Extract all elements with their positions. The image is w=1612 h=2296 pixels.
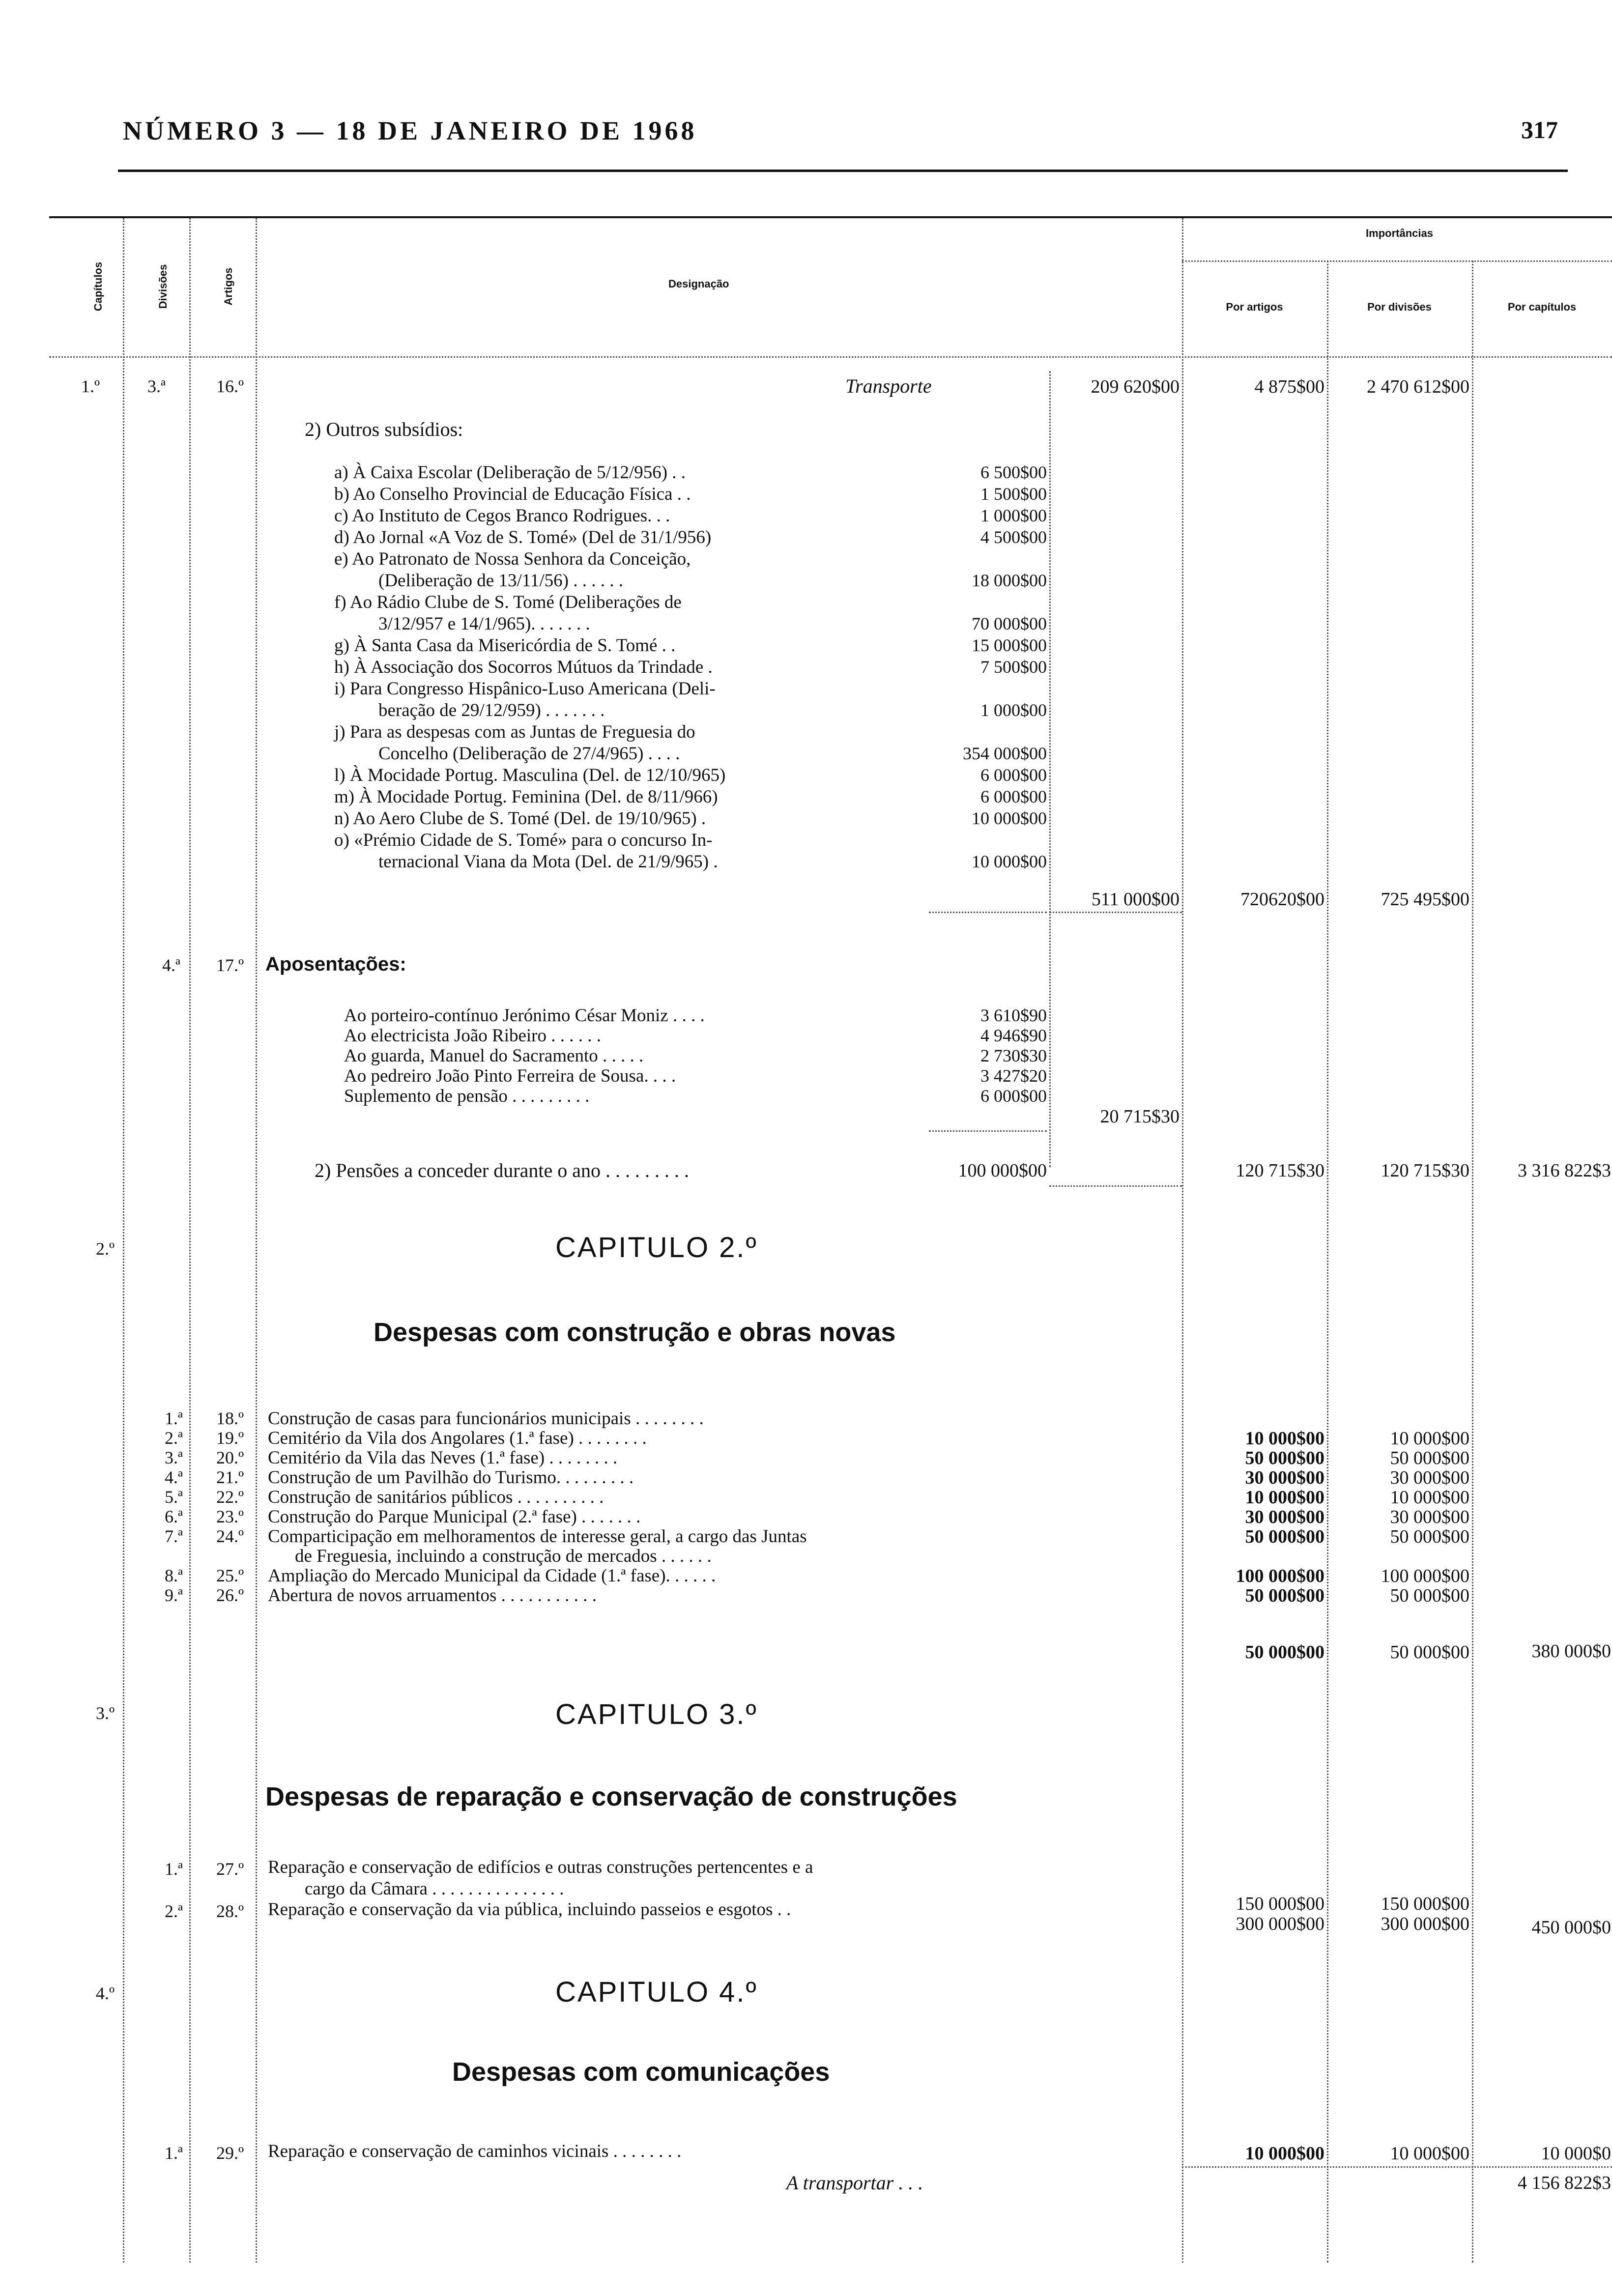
cap2-row-art: 19.º: [216, 1428, 244, 1448]
outros-total-rule: [1049, 912, 1182, 913]
pensoes-c0: 100 000$00: [958, 1160, 1047, 1181]
subsidy-line: ternacional Viana da Mota (Del. de 21/9/965) .: [378, 852, 718, 872]
cap2-row-label: Construção de um Pavilhão do Turismo. . . . . . . . .: [268, 1467, 634, 1488]
pension-label: Suplemento de pensão . . . . . . . . .: [344, 1086, 590, 1106]
cap3-r1-c2: 150 000$00: [1381, 1894, 1469, 1914]
cap3-r2-label: Reparação e conservação da via pública, incluindo passeios e esgotos . .: [268, 1899, 791, 1920]
transport-div: 3.ª: [147, 376, 166, 396]
cap3-number: 3.º: [96, 1703, 115, 1723]
transport-c2: 4 875$00: [1254, 376, 1324, 397]
cap2-row-c2: 30 000$00: [1390, 1507, 1469, 1527]
cap2-row-c1: 10 000$00: [1245, 1428, 1324, 1449]
cap3-r1-c1: 150 000$00: [1236, 1894, 1324, 1914]
subsidy-line: n) Ao Aero Clube de S. Tomé (Del. de 19/10/965) .: [334, 808, 706, 829]
cap2-row-c2: 30 000$00: [1390, 1467, 1469, 1488]
apos-title: Aposentações:: [265, 953, 406, 975]
subsidy-amount: 6 500$00: [980, 462, 1047, 482]
pension-amount: 3 610$90: [980, 1005, 1047, 1025]
cap2-last-c2: 50 000$00: [1390, 1642, 1469, 1663]
cap3-r2-c1: 300 000$00: [1236, 1914, 1324, 1934]
cap2-row-art: 25.º: [216, 1566, 244, 1585]
transport-cap: 1.º: [81, 376, 100, 396]
subsidy-line: f) Ao Rádio Clube de S. Tomé (Deliberações de: [334, 592, 682, 612]
header-sub-rule: [1182, 260, 1612, 262]
pension-label: Ao pedreiro João Pinto Ferreira de Sousa. . . .: [344, 1066, 676, 1086]
subsidy-line: 3/12/957 e 14/1/965). . . . . . .: [378, 614, 590, 634]
page-header-title: NÚMERO 3 — 18 DE JANEIRO DE 1968: [123, 116, 697, 145]
cap2-row-label: Construção de sanitários públicos . . . . . . . . . .: [268, 1487, 604, 1507]
cap2-number: 2.º: [96, 1239, 115, 1259]
subsidy-amount: 1 000$00: [980, 506, 1047, 525]
cap2-row-label: Construção de casas para funcionários municipais . . . . . . . .: [268, 1408, 704, 1429]
cap2-row-label: Cemitério da Vila das Neves (1.ª fase) . . . . . . . .: [268, 1448, 618, 1468]
col-header-capitulos: Capítulos: [92, 261, 104, 312]
subsidy-line: h) À Associação dos Socorros Mútuos da Trindade .: [334, 657, 713, 677]
col-sep-1: [123, 218, 124, 2263]
subsidy-line: o) «Prémio Cidade de S. Tomé» para o concurso In-: [334, 830, 713, 850]
subsidy-amount: 70 000$00: [972, 614, 1047, 633]
col-header-artigos: Artigos: [222, 267, 234, 306]
pensoes-c1: 120 715$30: [1236, 1160, 1324, 1181]
pensoes-c2: 120 715$30: [1381, 1160, 1469, 1181]
col-header-por-capitulos: Por capítulos: [1507, 301, 1577, 313]
footer-total: 4 156 822$3: [1518, 2173, 1611, 2193]
cap2-row-c2: 50 000$00: [1390, 1585, 1469, 1606]
cap2-row-c1: 30 000$00: [1245, 1507, 1324, 1527]
apos-sum-rule: [929, 1130, 1047, 1132]
page-number: 317: [1521, 116, 1558, 144]
cap2-row-label: Abertura de novos arruamentos . . . . . . . . . . .: [268, 1585, 597, 1606]
cap3-r2-c2: 300 000$00: [1381, 1914, 1469, 1934]
cap2-row-art: 18.º: [216, 1408, 244, 1428]
outros-sum-rule: [929, 912, 1047, 913]
cap2-row-c2: 100 000$00: [1381, 1566, 1469, 1586]
col-sep-6: [1472, 260, 1473, 2263]
cap2-row-div: 9.ª: [165, 1585, 183, 1605]
header-rule: [118, 170, 1568, 172]
cap2-row-div: 6.ª: [165, 1507, 183, 1526]
cap4-title: CAPITULO 4.º: [555, 1976, 758, 2008]
cap3-r1-line1: Reparação e conservação de edifícios e outras construções pertencentes e a: [268, 1857, 813, 1877]
cap2-row-c2: 10 000$00: [1390, 1428, 1469, 1449]
pensoes-c3: 3 316 822$3: [1518, 1160, 1611, 1181]
cap4-r1-label: Reparação e conservação de caminhos vicinais . . . . . . . .: [268, 2141, 682, 2161]
subsidy-amount: 4 500$00: [980, 527, 1047, 547]
cap2-row-c1: 50 000$00: [1245, 1585, 1324, 1606]
pension-amount: 6 000$00: [980, 1086, 1047, 1106]
cap2-row-div: 7.ª: [165, 1526, 183, 1546]
cap2-total: 380 000$0: [1531, 1641, 1611, 1662]
pensoes-label: 2) Pensões a conceder durante o ano . . . . . . . . .: [315, 1159, 689, 1181]
col-header-designacao: Designação: [668, 278, 729, 290]
subsidy-line: Concelho (Deliberação de 27/4/965) . . . .: [378, 744, 680, 764]
pensoes-rule: [1049, 1185, 1182, 1187]
col-header-importancias: Importâncias: [1366, 227, 1433, 239]
cap2-row-c1: 100 000$00: [1236, 1566, 1324, 1586]
cap3-r1-div: 1.ª: [165, 1859, 183, 1879]
subsidy-amount: 6 000$00: [980, 787, 1047, 806]
cap2-row-art: 24.º: [216, 1526, 244, 1546]
subsidy-amount: 10 000$00: [972, 808, 1047, 828]
cap2-row-art: 21.º: [216, 1467, 244, 1487]
pension-label: Ao electricista João Ribeiro . . . . . .: [344, 1026, 602, 1046]
cap3-total: 450 000$0: [1531, 1917, 1611, 1938]
subsidy-amount: 354 000$00: [963, 744, 1047, 763]
cap2-row-div: 3.ª: [165, 1448, 183, 1467]
subsidy-line: g) À Santa Casa da Misericórdia de S. Tomé . .: [334, 635, 676, 656]
pension-label: Ao porteiro-contínuo Jerónimo César Moniz . . . .: [344, 1005, 705, 1026]
cap2-row-label: de Freguesia, incluindo a construção de mercados . . . . . .: [295, 1546, 712, 1566]
cap4-subtitle: Despesas com comunicações: [452, 2057, 830, 2087]
subsidy-amount: 1 000$00: [980, 700, 1047, 720]
cap4-r1-art: 29.º: [216, 2143, 244, 2163]
outros-title: 2) Outros subsídios:: [305, 418, 463, 440]
subsidy-amount: 15 000$00: [972, 635, 1047, 655]
cap3-r1-art: 27.º: [216, 1859, 244, 1879]
transport-label: Transporte: [845, 375, 932, 397]
col-sep-3: [256, 218, 257, 2263]
cap2-row-div: 8.ª: [165, 1566, 183, 1585]
cap4-r1-c1: 10 000$00: [1245, 2143, 1324, 2164]
cap2-row-c2: 50 000$00: [1390, 1526, 1469, 1547]
subsidy-line: i) Para Congresso Hispânico-Luso Americana (Deli-: [334, 679, 716, 699]
cap4-r1-div: 1.ª: [165, 2143, 183, 2163]
subsidy-amount: 18 000$00: [972, 571, 1047, 590]
sub-amount-sep: [1049, 371, 1051, 1167]
footer-rule: [1182, 2166, 1612, 2168]
col-sep-2: [189, 218, 191, 2263]
subsidy-line: j) Para as despesas com as Juntas de Freguesia do: [334, 722, 695, 742]
transport-c1: 209 620$00: [1091, 376, 1180, 397]
table-top-rule: [49, 216, 1612, 218]
cap2-row-c2: 50 000$00: [1390, 1448, 1469, 1468]
outros-total-c2: 720620$00: [1240, 889, 1324, 910]
col-header-por-divisoes: Por divisões: [1367, 301, 1432, 313]
header-bottom-rule: [49, 356, 1612, 358]
subsidy-line: (Deliberação de 13/11/56) . . . . . .: [378, 571, 623, 591]
cap2-last-c1: 50 000$00: [1245, 1642, 1324, 1663]
apos-subtotal: 20 715$30: [1100, 1106, 1180, 1127]
cap4-total: 10 000$0: [1541, 2143, 1611, 2164]
pension-amount: 3 427$20: [980, 1066, 1047, 1086]
cap2-row-art: 20.º: [216, 1448, 244, 1467]
apos-div: 4.ª: [162, 955, 180, 975]
subsidy-line: b) Ao Conselho Provincial de Educação Física . .: [334, 484, 691, 504]
subsidy-line: beração de 29/12/959) . . . . . . .: [378, 700, 605, 720]
col-sep-5: [1327, 260, 1328, 2263]
subsidy-amount: 6 000$00: [980, 765, 1047, 785]
cap3-r2-art: 28.º: [216, 1901, 244, 1921]
cap2-row-label: Cemitério da Vila dos Angolares (1.ª fase) . . . . . . . .: [268, 1428, 647, 1448]
subsidy-line: e) Ao Patronato de Nossa Senhora da Conceição,: [334, 549, 691, 569]
subsidy-line: c) Ao Instituto de Cegos Branco Rodrigues. . .: [334, 506, 670, 526]
pension-label: Ao guarda, Manuel do Sacramento . . . . .: [344, 1046, 644, 1066]
outros-total-c1: 511 000$00: [1091, 889, 1180, 910]
cap2-row-c1: 50 000$00: [1245, 1448, 1324, 1468]
transport-c3: 2 470 612$00: [1367, 376, 1469, 397]
cap4-number: 4.º: [96, 1983, 115, 2003]
subsidy-amount: 7 500$00: [980, 657, 1047, 677]
cap2-row-c2: 10 000$00: [1390, 1487, 1469, 1508]
cap2-row-art: 22.º: [216, 1487, 244, 1507]
col-sep-4: [1182, 218, 1183, 2263]
subsidy-line: l) À Mocidade Portug. Masculina (Del. de 12/10/965): [334, 765, 726, 785]
pension-amount: 2 730$30: [980, 1046, 1047, 1065]
col-header-por-artigos: Por artigos: [1226, 301, 1283, 313]
cap2-title: CAPITULO 2.º: [555, 1232, 758, 1263]
subsidy-amount: 1 500$00: [980, 484, 1047, 504]
col-header-divisoes: Divisões: [157, 264, 169, 309]
transport-art: 16.º: [216, 376, 244, 396]
cap2-row-c1: 30 000$00: [1245, 1467, 1324, 1488]
cap3-title: CAPITULO 3.º: [555, 1698, 758, 1730]
cap4-r1-c2: 10 000$00: [1390, 2143, 1469, 2164]
subsidy-line: d) Ao Jornal «A Voz de S. Tomé» (Del de 31/1/956): [334, 527, 712, 547]
cap2-row-label: Comparticipação em melhoramentos de interesse geral, a cargo das Juntas: [268, 1526, 807, 1547]
subsidy-line: a) À Caixa Escolar (Deliberação de 5/12/956) . .: [334, 462, 686, 483]
cap3-subtitle: Despesas de reparação e conservação de construções: [265, 1782, 957, 1811]
cap2-row-c1: 50 000$00: [1245, 1526, 1324, 1547]
cap2-row-div: 2.ª: [165, 1428, 183, 1448]
cap2-row-label: Ampliação do Mercado Municipal da Cidade (1.ª fase). . . . . .: [268, 1566, 716, 1586]
cap2-subtitle: Despesas com construção e obras novas: [374, 1318, 896, 1347]
cap2-row-art: 23.º: [216, 1507, 244, 1526]
apos-art: 17.º: [216, 955, 244, 975]
cap2-row-art: 26.º: [216, 1585, 244, 1605]
pension-amount: 4 946$90: [980, 1026, 1047, 1045]
outros-total-c3: 725 495$00: [1381, 889, 1469, 910]
footer-label: A transportar . . .: [786, 2172, 923, 2194]
cap2-row-label: Construção do Parque Municipal (2.ª fase) . . . . . . .: [268, 1507, 641, 1527]
cap3-r2-div: 2.ª: [165, 1901, 183, 1921]
subsidy-line: m) À Mocidade Portug. Feminina (Del. de 8/11/966): [334, 787, 718, 807]
cap2-row-c1: 10 000$00: [1245, 1487, 1324, 1508]
cap2-row-div: 5.ª: [165, 1487, 183, 1507]
cap2-row-div: 4.ª: [165, 1467, 183, 1487]
cap2-row-div: 1.ª: [165, 1408, 183, 1428]
subsidy-amount: 10 000$00: [972, 852, 1047, 871]
cap3-r1-line2: cargo da Câmara . . . . . . . . . . . . . . .: [305, 1879, 564, 1899]
